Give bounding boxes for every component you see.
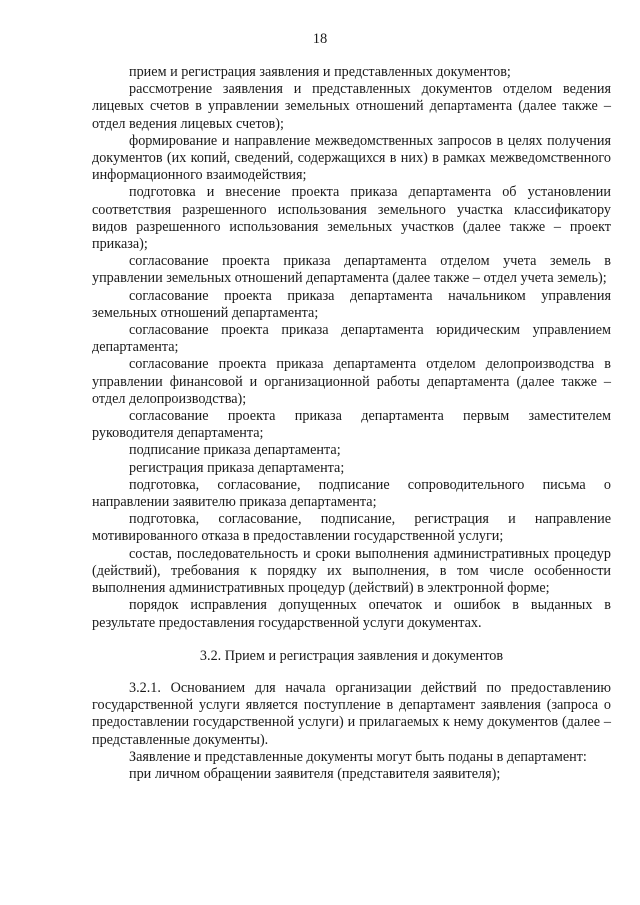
section-heading: 3.2. Прием и регистрация заявления и документов xyxy=(199,647,504,664)
list-item: порядок исправления допущенных опечаток и ошибок в выданных в результате предоставления государственной услуги документах. xyxy=(92,597,611,631)
list-item: согласование проекта приказа департамента начальником управления земельных отношений департамента; xyxy=(92,287,611,321)
list-item: подписание приказа департамента; xyxy=(129,442,341,459)
section-paragraph: Заявление и представленные документы могут быть поданы в департамент: xyxy=(129,748,587,765)
list-item: прием и регистрация заявления и представленных документов; xyxy=(129,64,511,80)
list-item: согласование проекта приказа департамента отделом делопроизводства в управлении финансовой и организационной работы департамента (далее также – отдел делопроизводства); xyxy=(92,356,611,407)
list-item: регистрация приказа департамента; xyxy=(129,459,345,476)
page-number: 18 xyxy=(312,31,328,47)
list-item: согласование проекта приказа департамента первым заместителем руководителя департамента; xyxy=(92,408,611,442)
document-body xyxy=(92,64,611,783)
list-item: подготовка и внесение проекта приказа департамента об установлении соответствия разрешенного использования земельного участка классификатору видов разрешенного использования земельных участков (далее также – проект приказа); xyxy=(92,184,611,253)
list-item: подготовка, согласование, подписание сопроводительного письма о направлении заявителю приказа департамента; xyxy=(92,476,611,511)
section-paragraph: 3.2.1. Основанием для начала организации действий по предоставлению государственной услуги является поступление в департамент заявления (запроса о предоставлении государственной услуги) и прилагаемых к нему документов (далее – представленные документы). xyxy=(92,679,611,748)
list-item: формирование и направление межведомственных запросов в целях получения документов (их копий, сведений, содержащихся в них) в рамках межведомственного информационного взаимодействия; xyxy=(92,132,611,184)
list-item: подготовка, согласование, подписание, регистрация и направление мотивированного отказа в предоставлении государственной услуги; xyxy=(92,511,611,545)
list-item: состав, последовательность и сроки выполнения административных процедур (действий), требования к порядку их выполнения, в том числе особенности выполнения административных процедур (действий) в электронной форме; xyxy=(92,545,611,597)
section-paragraph: при личном обращении заявителя (представителя заявителя); xyxy=(129,765,501,782)
list-item: согласование проекта приказа департамента юридическим управлением департамента; xyxy=(92,322,611,356)
list-item: рассмотрение заявления и представленных документов отделом ведения лицевых счетов в управлении земельных отношений департамента (далее также – отдел ведения лицевых счетов); xyxy=(92,81,611,132)
list-item: согласование проекта приказа департамента отделом учета земель в управлении земельных отношений департамента (далее также – отдел учета земель); xyxy=(92,253,611,287)
